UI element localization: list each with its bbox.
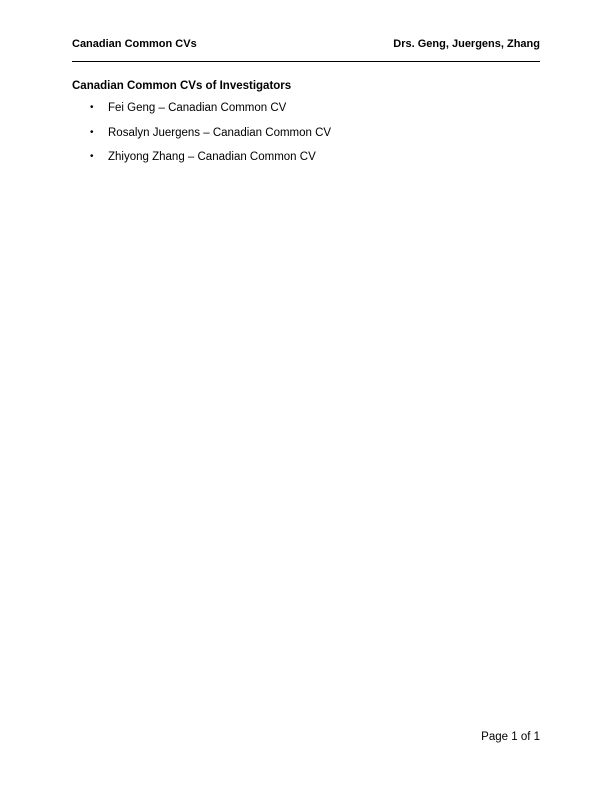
- cv-link-rosalyn-juergens[interactable]: Rosalyn Juergens – Canadian Common CV: [108, 126, 332, 139]
- header-divider: [72, 61, 540, 62]
- page-number: Page 1 of 1: [481, 731, 540, 743]
- header-document-title: Canadian Common CVs: [72, 38, 197, 50]
- list-item: [72, 101, 540, 126]
- bullet-icon: •: [90, 126, 94, 138]
- bullet-icon: •: [90, 102, 94, 113]
- page-header: [72, 37, 540, 53]
- cv-link-zhiyong-zhang[interactable]: Zhiyong Zhang – Canadian Common CV: [108, 151, 316, 163]
- list-item: [72, 150, 540, 175]
- list-item: [72, 126, 540, 151]
- investigator-cv-list: [72, 101, 540, 175]
- cv-link-fei-geng[interactable]: Fei Geng – Canadian Common CV: [108, 102, 287, 114]
- bullet-icon: •: [90, 151, 94, 162]
- section-heading: Canadian Common CVs of Investigators: [72, 80, 292, 92]
- header-authors: Drs. Geng, Juergens, Zhang: [393, 38, 540, 50]
